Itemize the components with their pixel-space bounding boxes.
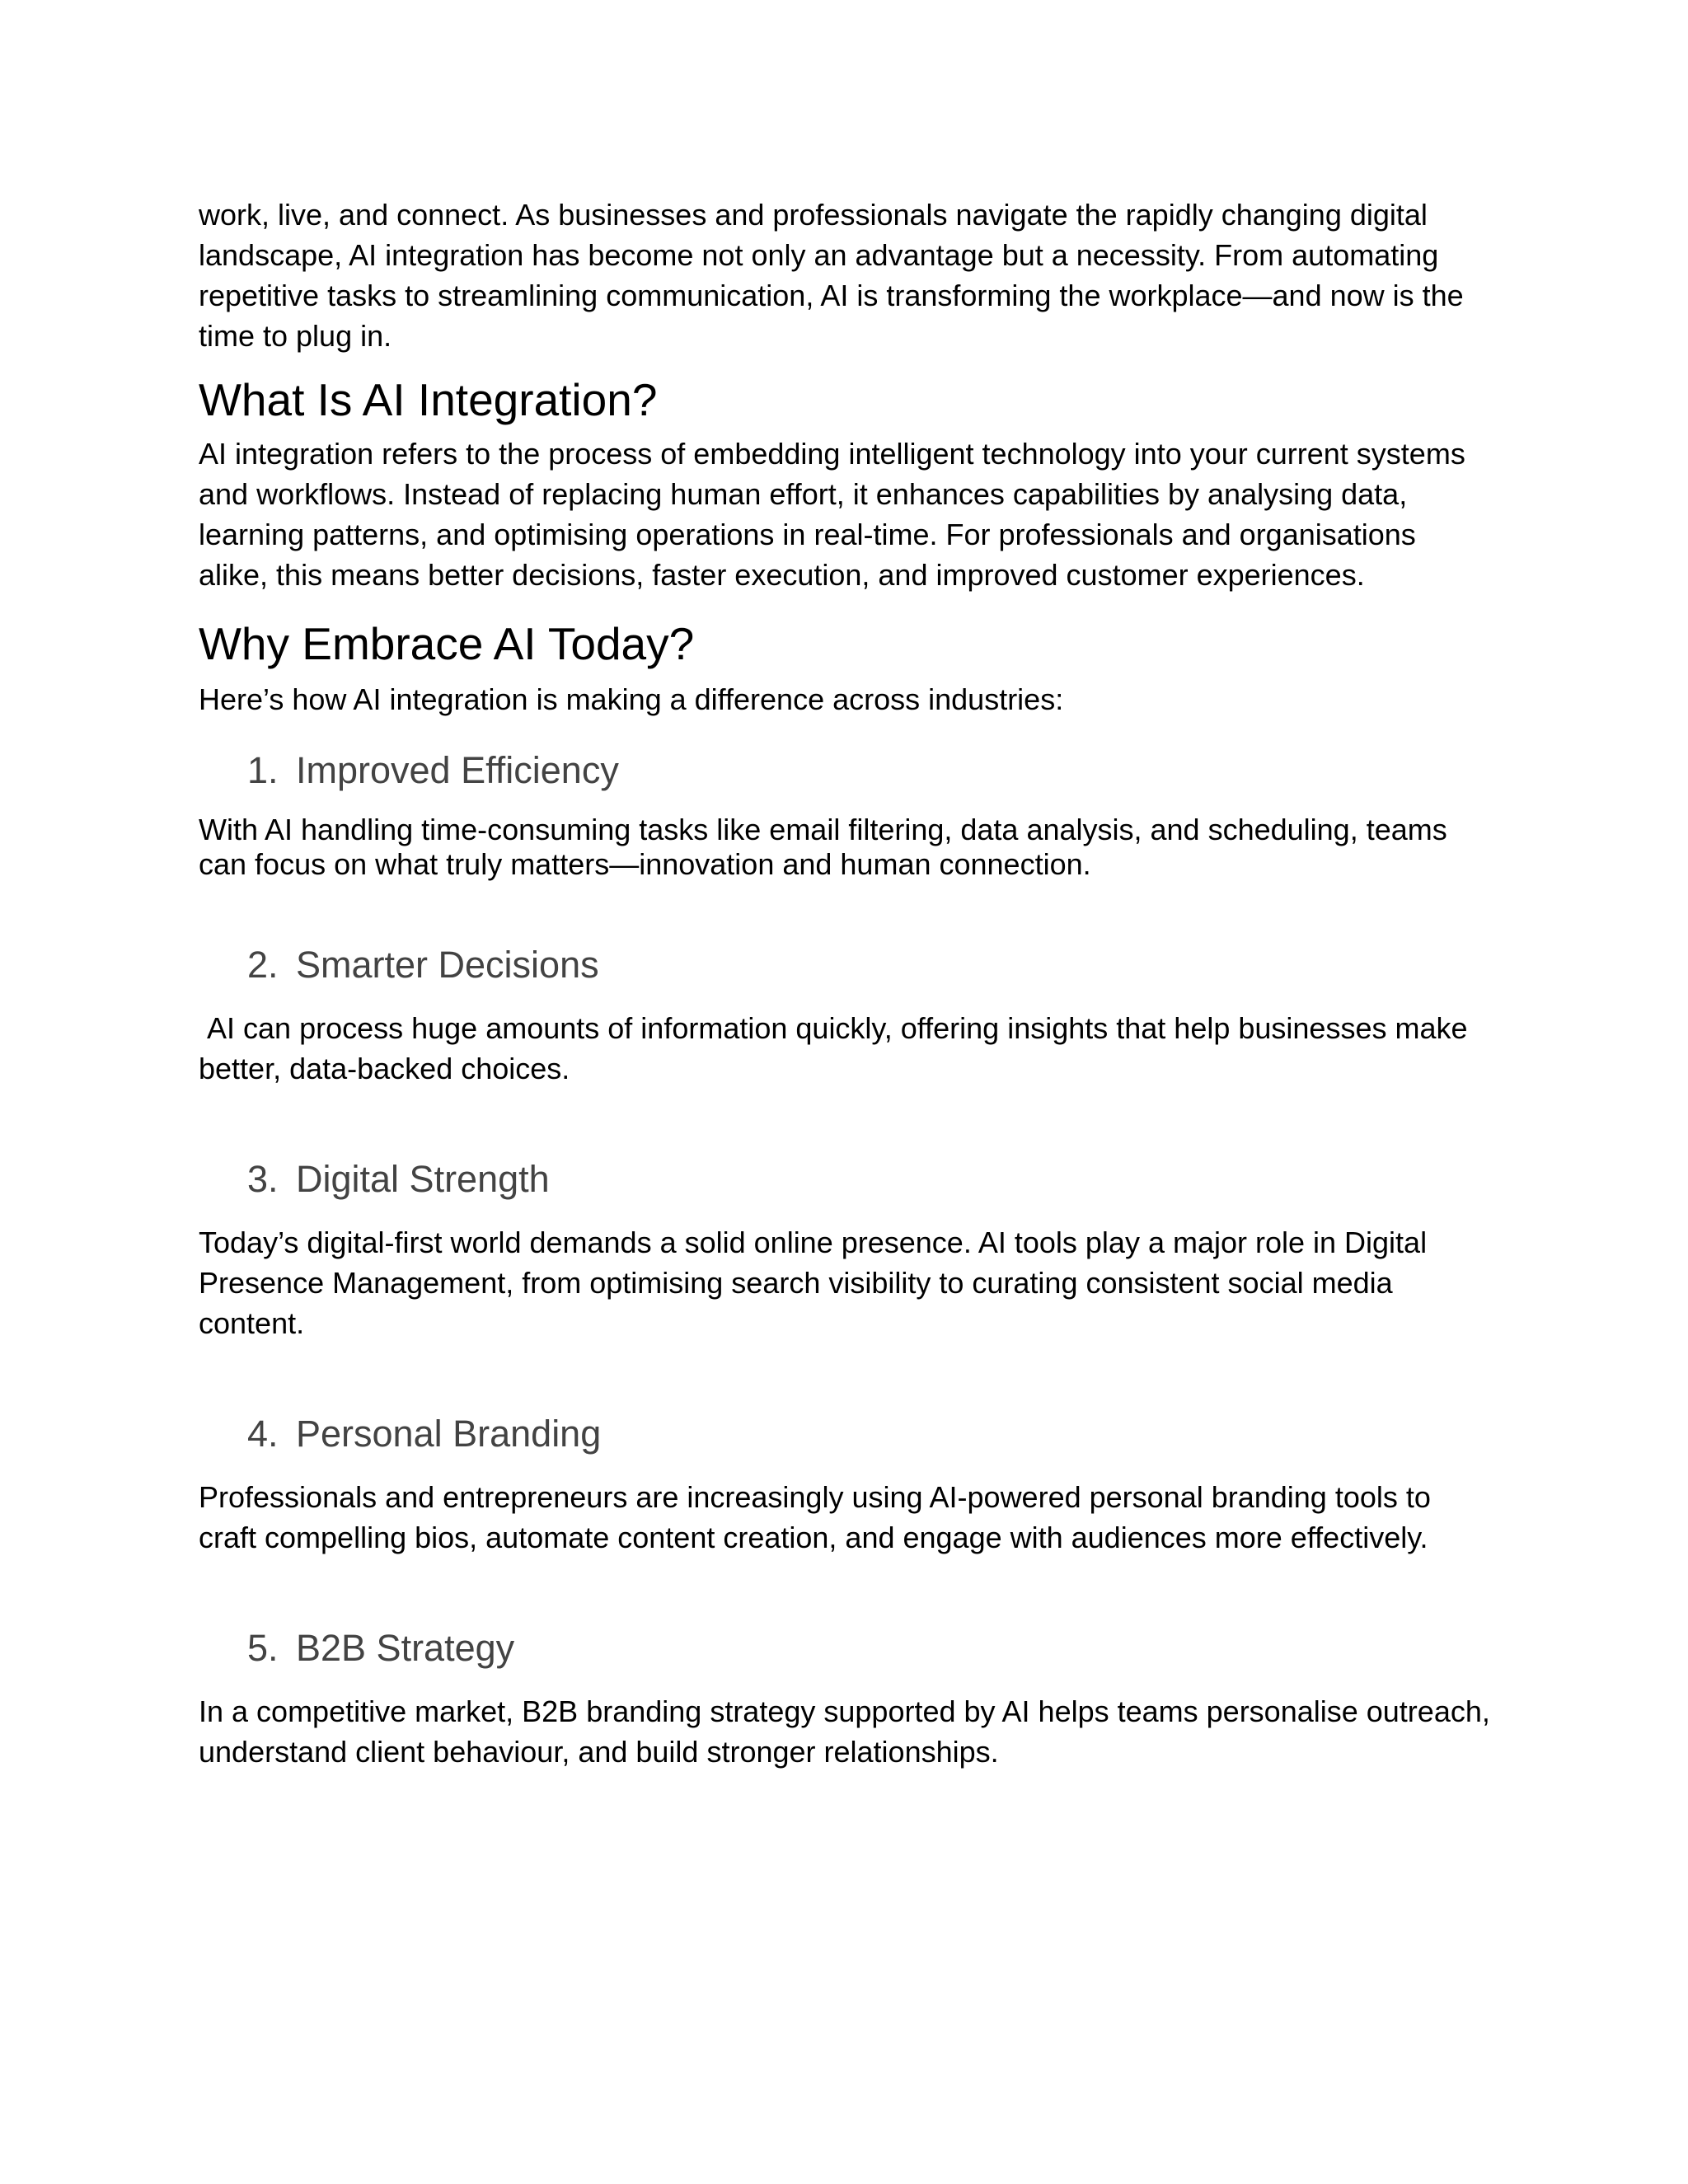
list-number: 2. <box>247 944 279 986</box>
list-item-heading-3 <box>199 1155 1493 1204</box>
list-item-heading-2 <box>199 940 1493 990</box>
list-item-heading-1 <box>199 746 1493 795</box>
heading-why-embrace-ai: Why Embrace AI Today? <box>199 618 695 669</box>
list-number: 3. <box>247 1158 279 1200</box>
list-number: 5. <box>247 1627 279 1669</box>
list-item-heading-4 <box>199 1409 1493 1459</box>
list-title: Personal Branding <box>296 1413 602 1455</box>
list-title: Improved Efficiency <box>296 749 619 791</box>
heading-what-is-ai-integration: What Is AI Integration? <box>199 374 658 425</box>
list-item-paragraph-3: Today’s digital-first world demands a solid online presence. AI tools play a major role in Digital Presence Management, from optimising search visibility to curating consistent social media content. <box>199 1226 1428 1340</box>
document-content <box>199 194 1493 1772</box>
list-number: 4. <box>247 1413 279 1455</box>
what-is-paragraph: AI integration refers to the process of embedding intelligent technology into your current systems and workflows. Instead of replacing human effort, it enhances capabilities by analysing data, learning patterns, and optimising operations in real-time. For professionals and organisations alike, this means better decisions, faster execution, and improved customer experiences. <box>199 437 1465 592</box>
why-paragraph: Here’s how AI integration is making a difference across industries: <box>199 682 1064 716</box>
intro-paragraph: work, live, and connect. As businesses and professionals navigate the rapidly changing digital landscape, AI integration has become not only an advantage but a necessity. From automating repetitive tasks to streamlining communication, AI is transforming the workplace—and now is the time to plug in. <box>199 198 1464 353</box>
list-item-paragraph-1: With AI handling time-consuming tasks like email filtering, data analysis, and scheduling, teams can focus on what truly matters—innovation and human connection. <box>199 813 1447 881</box>
list-title: Smarter Decisions <box>296 944 599 986</box>
list-number: 1. <box>247 749 279 791</box>
list-item-paragraph-5: In a competitive market, B2B branding strategy supported by AI helps teams personalise outreach, understand client behaviour, and build stronger relationships. <box>199 1694 1490 1769</box>
list-title: Digital Strength <box>296 1158 550 1200</box>
list-item-paragraph-4: Professionals and entrepreneurs are increasingly using AI-powered personal branding tools to craft compelling bios, automate content creation, and engage with audiences more effectively. <box>199 1480 1431 1554</box>
list-title: B2B Strategy <box>296 1627 515 1669</box>
list-item-heading-5 <box>199 1624 1493 1673</box>
list-item-paragraph-2: AI can process huge amounts of information quickly, offering insights that help businesses make better, data-backed choices. <box>199 1011 1468 1085</box>
